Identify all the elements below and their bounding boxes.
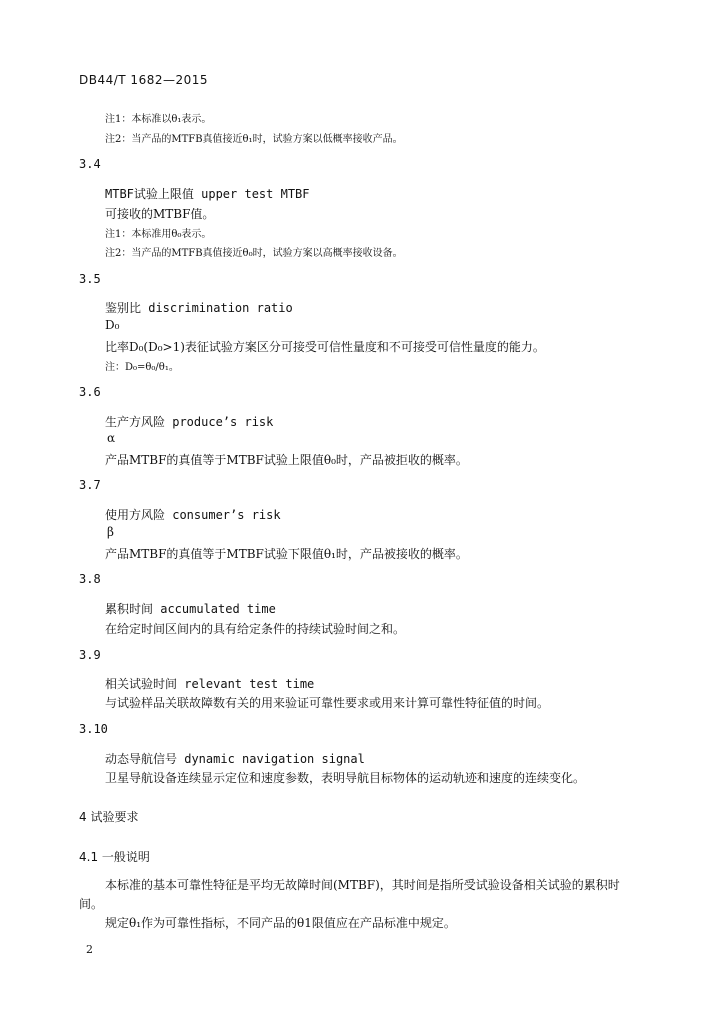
section-number: 3.5 [79,272,101,286]
term-title: 使用方风险 consumer’s risk [105,508,281,522]
term-title: 累积时间 accumulated time [105,602,276,616]
definition: 产品MTBF的真值等于MTBF试验上限值θ₀时，产品被拒收的概率。 [105,453,468,467]
section-number: 3.9 [79,648,101,662]
term-title: 相关试验时间 relevant test time [105,677,315,691]
page-number: 2 [86,943,93,956]
section-number: 3.7 [79,478,101,492]
note: 注1：本标准用θ₀表示。 [105,229,212,240]
symbol: β [107,525,114,539]
section-number: 3.10 [79,722,108,736]
definition: 卫星导航设备连续显示定位和速度参数，表明导航目标物体的运动轨迹和速度的连续变化。 [105,771,586,785]
term-title: 鉴别比 discrimination ratio [105,301,293,315]
note: 注2：当产品的MTFB真值接近θ₀时，试验方案以高概率接收设备。 [105,248,403,259]
note: 注1：本标准以θ₁表示。 [105,114,212,125]
note: 注：D₀=θ₀/θ₁。 [105,362,179,373]
note: 注2：当产品的MTFB真值接近θ₁时，试验方案以低概率接收产品。 [105,134,403,145]
chapter-heading: 4 试验要求 [79,810,139,824]
term-title: 动态导航信号 dynamic navigation signal [105,752,365,766]
definition: 可接收的MTBF值。 [105,207,215,221]
paragraph-line: 间。 [79,897,104,911]
section-number: 3.6 [79,385,101,399]
term-title: MTBF试验上限值 upper test MTBF [105,187,310,201]
paragraph-line: 本标准的基本可靠性特征是平均无故障时间(MTBF)，其时间是指所受试验设备相关试验的累积时 [105,878,620,892]
section-number: 3.8 [79,572,101,586]
definition: 产品MTBF的真值等于MTBF试验下限值θ₁时，产品被接收的概率。 [105,547,468,561]
subsection-heading: 4.1 一般说明 [79,850,150,864]
term-title: 生产方风险 produce’s risk [105,415,274,429]
section-number: 3.4 [79,157,101,171]
paragraph: 规定θ₁作为可靠性指标，不同产品的θ1限值应在产品标准中规定。 [105,916,456,930]
symbol: D₀ [105,318,120,332]
definition: 在给定时间区间内的具有给定条件的持续试验时间之和。 [105,622,406,636]
definition: 与试验样品关联故障数有关的用来验证可靠性要求或用来计算可靠性特征值的时间。 [105,696,550,710]
definition: 比率D₀(D₀>1)表征试验方案区分可接受可信性量度和不可接受可信性量度的能力。 [105,340,545,354]
document-code: DB44/T 1682—2015 [79,73,209,87]
symbol: α [107,431,116,445]
